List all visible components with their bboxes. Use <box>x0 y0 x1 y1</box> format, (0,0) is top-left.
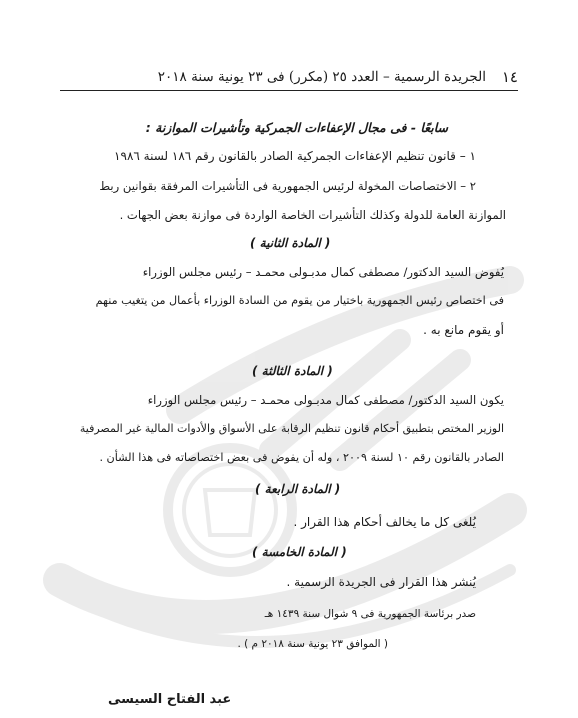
article-3-line-3: الصادر بالقانون رقم ١٠ لسنة ٢٠٠٩ ، وله أن يفوض فى بعض اختصاصاته فى هذا الشأن . <box>99 451 504 464</box>
article-2-heading: ( المادة الثانية ) <box>250 236 331 250</box>
article-4-heading: ( المادة الرابعة ) <box>255 482 341 496</box>
section-item-2-line-2: الموازنة العامة للدولة وكذلك التأشيرات الخاصة الواردة فى موازنة بعض الجهات . <box>119 208 506 222</box>
section-heading: سابعًا - فى مجال الإعفاءات الجمركية وتأشيرات الموازنة : <box>145 120 448 135</box>
page-header <box>60 68 518 91</box>
section-item-1: ١ – قانون تنظيم الإعفاءات الجمركية الصادر بالقانون رقم ١٨٦ لسنة ١٩٨٦ <box>114 149 476 163</box>
article-5-heading: ( المادة الخامسة ) <box>252 545 347 559</box>
article-5-line-1: يُنشر هذا القرار فى الجريدة الرسمية . <box>286 575 476 589</box>
presidential-signature: عبد الفتاح السيسى <box>108 692 232 707</box>
article-2-line-1: يُفوض السيد الدكتور/ مصطفى كمال مدبـولى محمـد – رئيس مجلس الوزراء <box>142 265 504 279</box>
issued-date-hijri: صدر برئاسة الجمهورية فى ٩ شوال سنة ١٤٣٩ هـ <box>264 608 476 620</box>
article-3-heading: ( المادة الثالثة ) <box>252 364 333 378</box>
article-2-line-2: فى اختصاص رئيس الجمهورية باختيار من يقوم من السادة الوزراء بأعمال من يتغيب منهم <box>95 294 504 307</box>
gazette-title: الجريدة الرسمية – العدد ٢٥ (مكرر) فى ٢٣ يونية سنة ٢٠١٨ <box>157 69 486 85</box>
page-number: ١٤ <box>501 68 518 86</box>
issued-date-gregorian: ( الموافق ٢٣ يونية سنة ٢٠١٨ م ) . <box>237 638 388 650</box>
article-4-line-1: يُلغى كل ما يخالف أحكام هذا القرار . <box>293 515 476 529</box>
article-2-line-3: أو يقوم مانع به . <box>423 323 504 337</box>
article-3-line-2: الوزير المختص بتطبيق أحكام قانون تنظيم الرقابة على الأسواق والأدوات المالية غير المصرفية <box>79 422 504 435</box>
article-3-line-1: يكون السيد الدكتور/ مصطفى كمال مدبـولى محمـد – رئيس مجلس الوزراء <box>147 393 504 407</box>
section-item-2-line-1: ٢ – الاختصاصات المخولة لرئيس الجمهورية فى التأشيرات المرفقة بقوانين ربط <box>99 179 476 193</box>
